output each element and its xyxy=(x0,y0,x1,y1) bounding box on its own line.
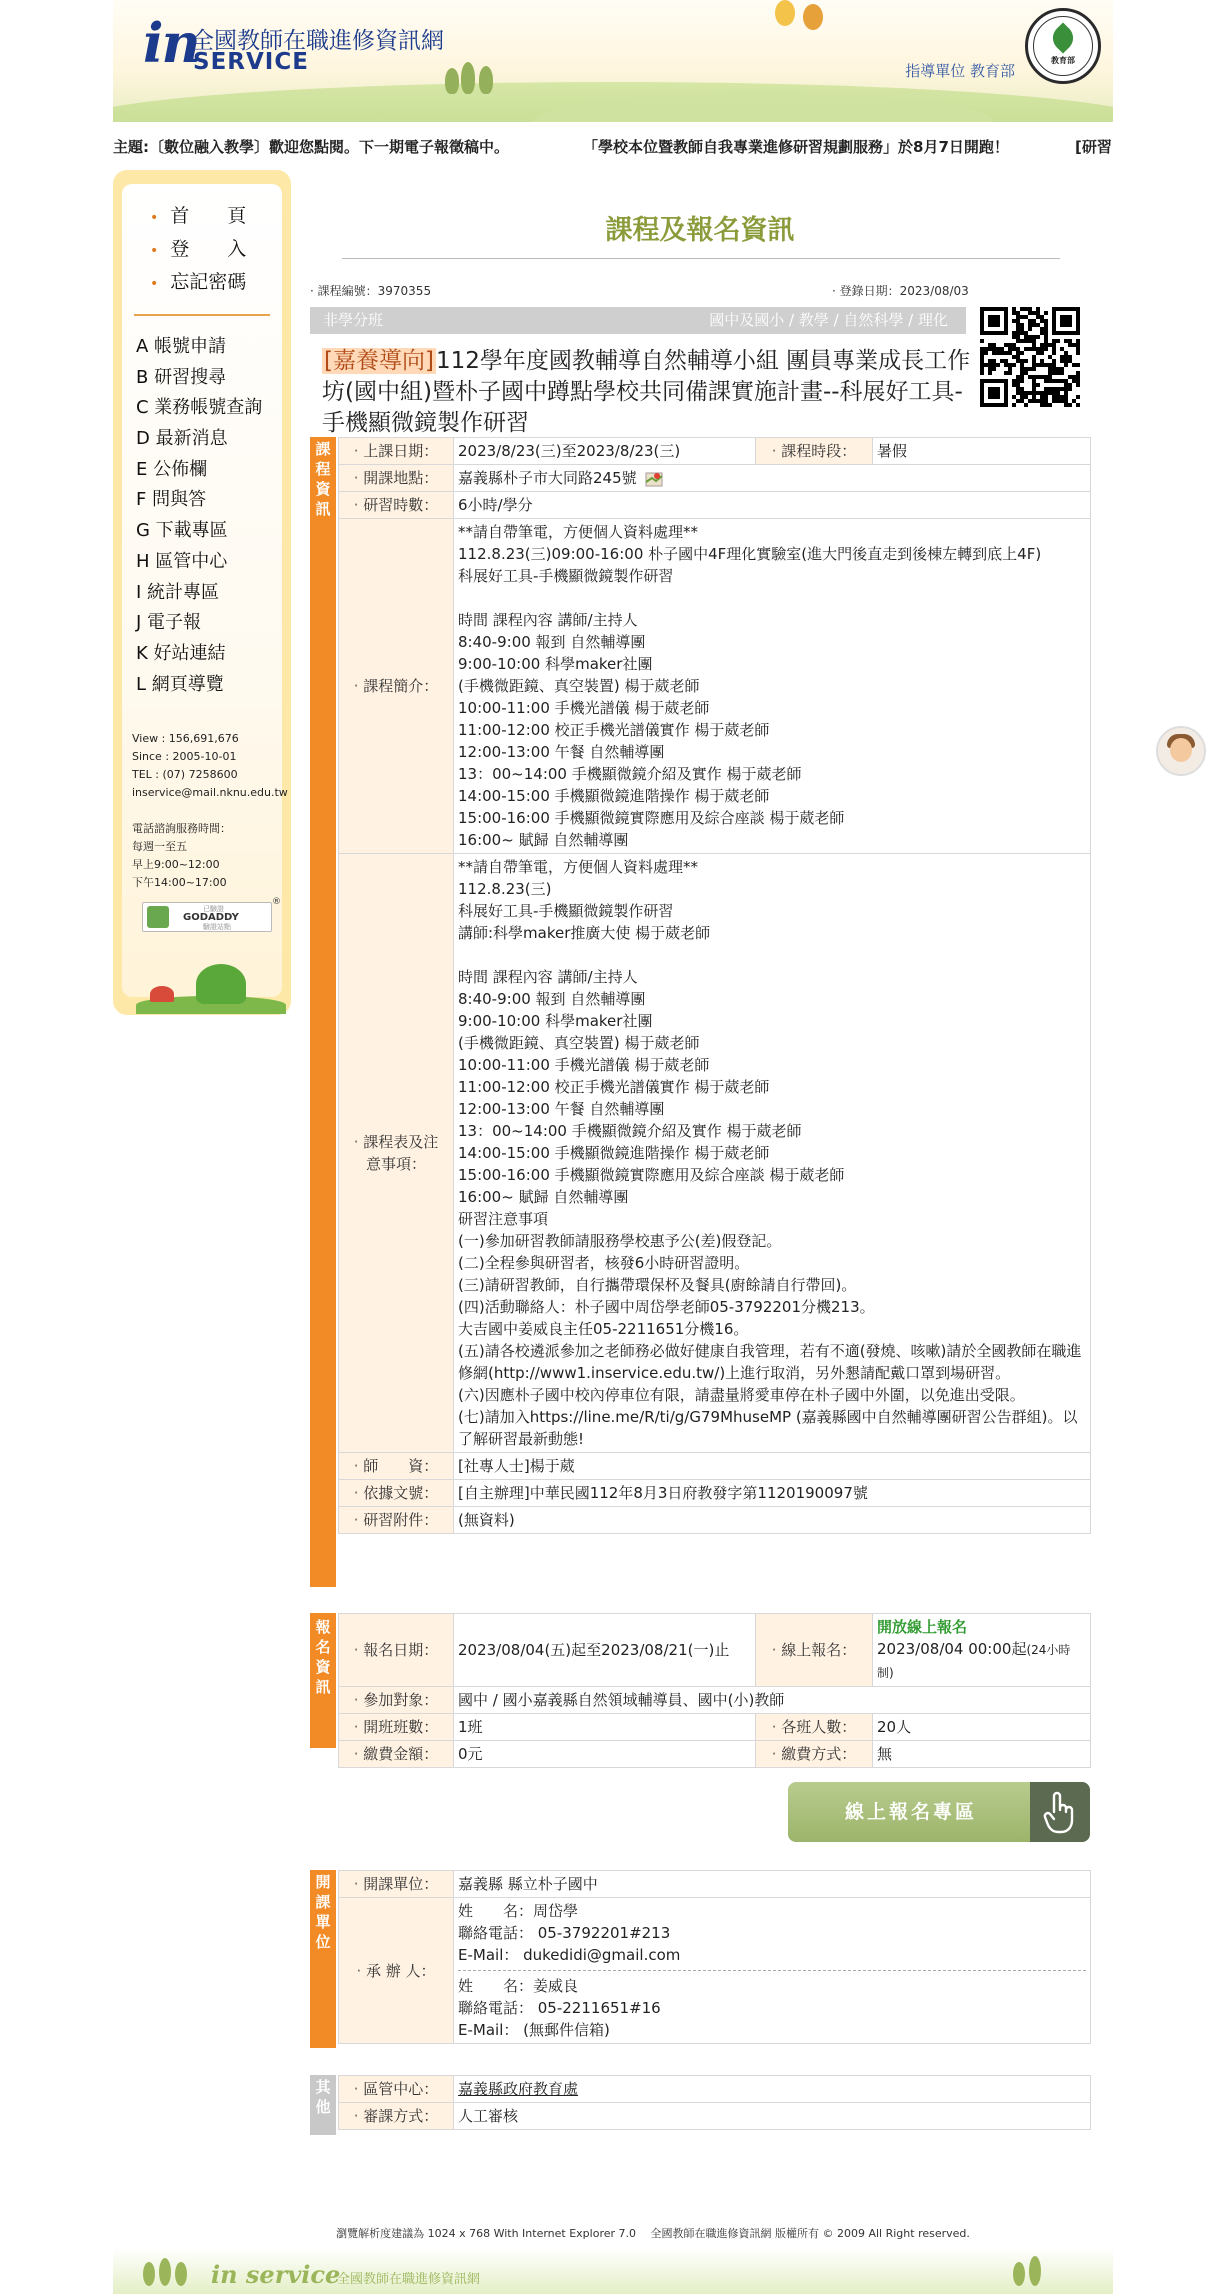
service-morning: 早上9:00~12:00 xyxy=(132,858,220,871)
sidebar-illustration xyxy=(136,956,286,1014)
sidebar-item-faq[interactable]: F 問與答 xyxy=(136,489,207,511)
course-title xyxy=(322,346,972,439)
value-attachment: (無資料) xyxy=(454,1507,1091,1534)
label-center: · 區管中心： xyxy=(339,2076,454,2103)
label-teacher: · 師 資： xyxy=(339,1453,454,1480)
godaddy-lock-icon xyxy=(147,906,169,928)
sidebar-divider xyxy=(134,314,270,316)
label-fee: · 繳費金額： xyxy=(339,1741,454,1768)
row-hours xyxy=(339,492,1091,519)
row-fee xyxy=(339,1741,1091,1768)
value-audience: 國中 / 國小嘉義縣自然領域輔導員、國中(小)教師 xyxy=(454,1687,1091,1714)
label-handler: · 承 辦 人： xyxy=(339,1898,454,2044)
signup-button-label: 線上報名專區 xyxy=(844,1801,977,1823)
contact-email[interactable]: E-Mail： dukedidi@gmail.com xyxy=(458,1946,681,1964)
value-center-cell xyxy=(454,2076,1091,2103)
section-label-organizer xyxy=(310,1870,336,2048)
page-title: 課程及報名資訊 xyxy=(605,215,795,246)
sidebar-item-links[interactable]: K 好站連結 xyxy=(136,642,226,664)
other-table xyxy=(338,2075,1091,2130)
value-classes: 1班 xyxy=(454,1714,756,1741)
category-type: 非學分班 xyxy=(323,311,384,329)
logo-in-mark: in xyxy=(143,11,199,75)
section-label-text: 課程資訊 xyxy=(315,440,331,518)
category-bar xyxy=(310,307,966,334)
label-unit: · 開課單位： xyxy=(339,1871,454,1898)
value-pay-method: 無 xyxy=(873,1741,1091,1768)
row-teacher xyxy=(339,1453,1091,1480)
row-review xyxy=(339,2103,1091,2130)
row-handler xyxy=(339,1898,1091,2044)
site-name-cn: 全國教師在職進修資訊網 xyxy=(191,28,444,54)
row-audience xyxy=(339,1687,1091,1714)
course-id: · 課程編號：3970355 xyxy=(310,284,432,298)
online-note: (24小時制) xyxy=(877,1643,1071,1680)
site-logo[interactable] xyxy=(143,11,463,76)
sidebar-item-download[interactable]: G 下載專區 xyxy=(136,520,228,542)
title-divider xyxy=(342,258,1060,259)
regional-center-link[interactable]: 嘉義縣政府教育處 xyxy=(458,2080,579,2098)
trees-decoration xyxy=(445,58,515,94)
news-marquee xyxy=(113,130,1113,166)
label-capacity: · 各班人數： xyxy=(756,1714,873,1741)
row-doc-no xyxy=(339,1480,1091,1507)
value-doc-no: [自主辦理]中華民國112年8月3日府教發字第1120190097號 xyxy=(454,1480,1091,1507)
sidebar xyxy=(113,170,291,1015)
value-date: 2023/8/23(三)至2023/8/23(三) xyxy=(454,438,756,465)
row-location xyxy=(339,465,1091,492)
badge-name: GODADDY xyxy=(183,912,239,923)
signup-info-table xyxy=(338,1613,1091,1768)
qr-code xyxy=(980,307,1080,407)
supervisor-text: 指導單位 教育部 xyxy=(905,62,1015,80)
section-label-other xyxy=(310,2075,336,2135)
sidebar-item-newsletter[interactable]: J 電子報 xyxy=(136,612,202,634)
section-label-course-info xyxy=(310,437,336,1587)
contact-phone: 聯絡電話： 05-3792201#213 xyxy=(458,1924,671,1942)
since-date: Since : 2005-10-01 xyxy=(132,750,237,763)
category-path: 國中及國小 / 教學 / 自然科學 / 理化 xyxy=(709,311,948,329)
balloon-decoration-2 xyxy=(803,4,823,30)
label-classes: · 開班班數： xyxy=(339,1714,454,1741)
label-date: · 上課日期： xyxy=(339,438,454,465)
marquee-item[interactable]: [研習 xyxy=(1075,138,1112,156)
footer-logo-en: in service xyxy=(211,2260,341,2289)
sidebar-item-forgot-password[interactable]: • 忘記密碼 xyxy=(150,266,246,299)
label-intro: · 課程簡介： xyxy=(339,519,454,854)
label-audience: · 參加對象： xyxy=(339,1687,454,1714)
contact-email[interactable]: inservice@mail.nknu.edu.tw xyxy=(132,786,288,799)
online-signup-button[interactable] xyxy=(788,1782,1090,1842)
row-classes xyxy=(339,1714,1091,1741)
course-tag: [嘉養導向] xyxy=(324,348,434,374)
badge-top-text: 已驗證 xyxy=(203,905,224,913)
value-location: 嘉義縣朴子市大同路245號 xyxy=(458,469,637,487)
value-signup-date: 2023/08/04(五)起至2023/08/21(一)止 xyxy=(454,1614,756,1687)
sidebar-top-menu xyxy=(150,200,246,299)
label-attachment: · 研習附件： xyxy=(339,1507,454,1534)
course-title-text: 112學年度國教輔導自然輔導小組 團員專業成長工作坊(國中組)暨朴子國中蹲點學校共同備課實施計畫--科展好工具-手機顯微鏡製作研習 xyxy=(322,348,971,436)
value-handler-cell xyxy=(454,1898,1091,2044)
row-center xyxy=(339,2076,1091,2103)
badge-sub-text: 驗證站點 xyxy=(203,923,231,931)
sidebar-item-login[interactable]: • 登 入 xyxy=(150,233,246,266)
marquee-item[interactable]: 主題:〔數位融入教學〕歡迎您點閱。下一期電子報徵稿中。 xyxy=(113,138,510,156)
contact-name: 姓 名：周岱學 xyxy=(458,1902,579,1920)
online-status: 開放線上報名 xyxy=(877,1618,968,1636)
row-signup-date xyxy=(339,1614,1091,1687)
value-capacity: 20人 xyxy=(873,1714,1091,1741)
other-section xyxy=(310,2075,1090,2135)
footer-logo-cn: 全國教師在職進修資訊網 xyxy=(337,2272,481,2287)
row-intro xyxy=(339,519,1091,854)
value-unit: 嘉義縣 縣立朴子國中 xyxy=(454,1871,1091,1898)
organizer-section xyxy=(310,1870,1090,2048)
sidebar-item-course-search[interactable]: B 研習搜尋 xyxy=(136,366,227,388)
view-count: View : 156,691,676 xyxy=(132,732,239,745)
tel: TEL : (07) 7258600 xyxy=(132,768,238,781)
service-days: 每週一至五 xyxy=(132,840,187,853)
seal-text: 教育部 xyxy=(1051,55,1075,65)
section-label-signup xyxy=(310,1613,336,1748)
course-info-table xyxy=(338,437,1091,1534)
online-start: 2023/08/04 00:00起 xyxy=(877,1640,1027,1658)
value-teacher: [社專人士]楊于葳 xyxy=(454,1453,1091,1480)
row-attachment xyxy=(339,1507,1091,1534)
badge-registered-mark: ® xyxy=(272,897,281,907)
site-header xyxy=(113,0,1113,122)
footer-copyright: 瀏覽解析度建議為 1024 x 768 With Internet Explorer 7.0 全國教師在職進修資訊網 版權所有 © 2009 All Right reserved. xyxy=(336,2227,970,2240)
sidebar-panel xyxy=(122,184,288,997)
row-schedule xyxy=(339,854,1091,1453)
sidebar-item-regional-center[interactable]: H 區管中心 xyxy=(136,550,228,572)
site-name-en: SERVICE xyxy=(193,49,309,75)
hand-pointer-icon xyxy=(1030,1782,1090,1842)
footer-band xyxy=(113,2248,1113,2294)
value-intro: **請自帶筆電，方便個人資料處理** 112.8.23(三)09:00-16:00 朴子國中4F理化實驗室(進大門後直走到後棟左轉到底上4F) 科展好工具-手機顯微鏡製作研習 時間 課程內容 講師/主持人 8:40-9:00 報到 自然輔導團 9:00-10:00 科學maker社團 (手機微距鏡、真空裝置) 楊于葳老師 10:00-11:00 手機光譜儀 楊于葳老師 11:00-12:00 校正手機光譜儀實作 楊于葳老師 12:00-13:00 午餐 自然輔導團 13：00~14:00 手機顯微鏡介紹及實作 楊于葳老師 14:00-15:00 手機顯微鏡進階操作 楊于葳老師 15:00-16:00 手機顯微鏡實際應用及綜合座談 楊于葳老師 16:00~ 賦歸 自然輔導團 xyxy=(454,519,1091,854)
avatar-icon[interactable] xyxy=(1156,726,1206,776)
section-label-text: 開課單位 xyxy=(315,1873,331,1951)
value-schedule: **請自帶筆電，方便個人資料處理** 112.8.23(三) 科展好工具-手機顯微鏡製作研習 講師:科學maker推廣大使 楊于葳老師 時間 課程內容 講師/主持人 8:40-9:00 報到 自然輔導團 9:00-10:00 科學maker社團 (手機微距鏡、真空裝置) 楊于葳老師 10:00-11:00 手機光譜儀 楊于葳老師 11:00-12:00 校正手機光譜儀實作 楊于葳老師 12:00-13:00 午餐 自然輔導團 13：00~14:00 手機顯微鏡介紹及實作 楊于葳老師 14:00-15:00 手機顯微鏡進階操作 楊于葳老師 15:00-16:00 手機顯微鏡實際應用及綜合座談 楊于葳老師 16:00~ 賦歸 自然輔導團 研習注意事項 (一)參加研習教師請服務學校惠予公(差)假登記。 (二)全程參與研習者，核發6小時研習證明。 (三)請研習教師，自行攜帶環保杯及餐具(廚餘請自行帶回)。 (四)活動聯絡人：朴子國中周岱學老師05-3792201分機213。 大吉國中姜威良主任05-2211651分機16。 (五)請各校遴派參加之老師務必做好健康自我管理，若有不適(發燒、咳嗽)請於全國教師在職進修網(http://www1.inservice.edu.tw/)上進行取消，另外懇請配戴口罩到場研習。 (六)因應朴子國中校內停車位有限，請盡量將愛車停在朴子國中外圍，以免進出受限。 (七)請加入https://line.me/R/ti/g/G79MhuseMP (嘉義縣國中自然輔導團研習公告群組)。以了解研習最新動態! xyxy=(454,854,1091,1453)
sidebar-item-bulletin[interactable]: E 公佈欄 xyxy=(136,458,208,480)
contact-email: E-Mail： (無郵件信箱) xyxy=(458,2021,610,2039)
course-info-section xyxy=(310,437,1090,1587)
sidebar-item-home[interactable]: • 首 頁 xyxy=(150,200,246,233)
map-icon[interactable] xyxy=(645,471,663,487)
contact-phone: 聯絡電話： 05-2211651#16 xyxy=(458,1999,661,2017)
value-review: 人工審核 xyxy=(454,2103,1091,2130)
label-online: · 線上報名： xyxy=(756,1614,873,1687)
value-fee: 0元 xyxy=(454,1741,756,1768)
label-doc-no: · 依據文號： xyxy=(339,1480,454,1507)
value-online-cell xyxy=(873,1614,1091,1687)
label-hours: · 研習時數： xyxy=(339,492,454,519)
sidebar-item-statistics[interactable]: I 統計專區 xyxy=(136,581,220,603)
sidebar-menu xyxy=(136,332,262,700)
online-start-line xyxy=(877,1638,1086,1684)
signup-info-section xyxy=(310,1613,1090,1763)
organizer-table xyxy=(338,1870,1091,2044)
label-period: · 課程時段： xyxy=(756,438,873,465)
sidebar-item-news[interactable]: D 最新消息 xyxy=(136,428,228,450)
value-period: 暑假 xyxy=(873,438,1091,465)
moe-seal-logo[interactable] xyxy=(1025,8,1101,84)
sidebar-item-account-query[interactable]: C 業務帳號查詢 xyxy=(136,397,263,419)
value-hours: 6小時/學分 xyxy=(454,492,1091,519)
label-signup-date: · 報名日期： xyxy=(339,1614,454,1687)
godaddy-badge[interactable] xyxy=(142,897,281,932)
register-date: · 登錄日期：2023/08/03 xyxy=(832,284,969,298)
service-afternoon: 下午14:00~17:00 xyxy=(132,876,227,889)
label-pay-method: · 繳費方式： xyxy=(756,1741,873,1768)
marquee-item[interactable]: 「學校本位暨教師自我專業進修研習規劃服務」於8月7日開跑！ xyxy=(583,138,1009,156)
row-date xyxy=(339,438,1091,465)
sidebar-item-sitemap[interactable]: L 網頁導覽 xyxy=(136,673,224,695)
section-label-text: 其他 xyxy=(315,2078,331,2116)
balloon-decoration xyxy=(775,0,795,26)
sidebar-item-account-apply[interactable]: A 帳號申請 xyxy=(136,336,227,357)
contact-divider xyxy=(458,1970,1086,1971)
service-hours-title: 電話諮詢服務時間： xyxy=(132,822,231,835)
label-location: · 開課地點： xyxy=(339,465,454,492)
section-label-text: 報名資訊 xyxy=(315,1618,331,1696)
label-review: · 審課方式： xyxy=(339,2103,454,2130)
site-info xyxy=(132,730,288,892)
value-location-cell xyxy=(454,465,1091,492)
info-spacer xyxy=(132,802,288,820)
contact-name: 姓 名：姜威良 xyxy=(458,1977,579,1995)
label-schedule: · 課程表及注意事項： xyxy=(339,854,454,1453)
row-unit xyxy=(339,1871,1091,1898)
